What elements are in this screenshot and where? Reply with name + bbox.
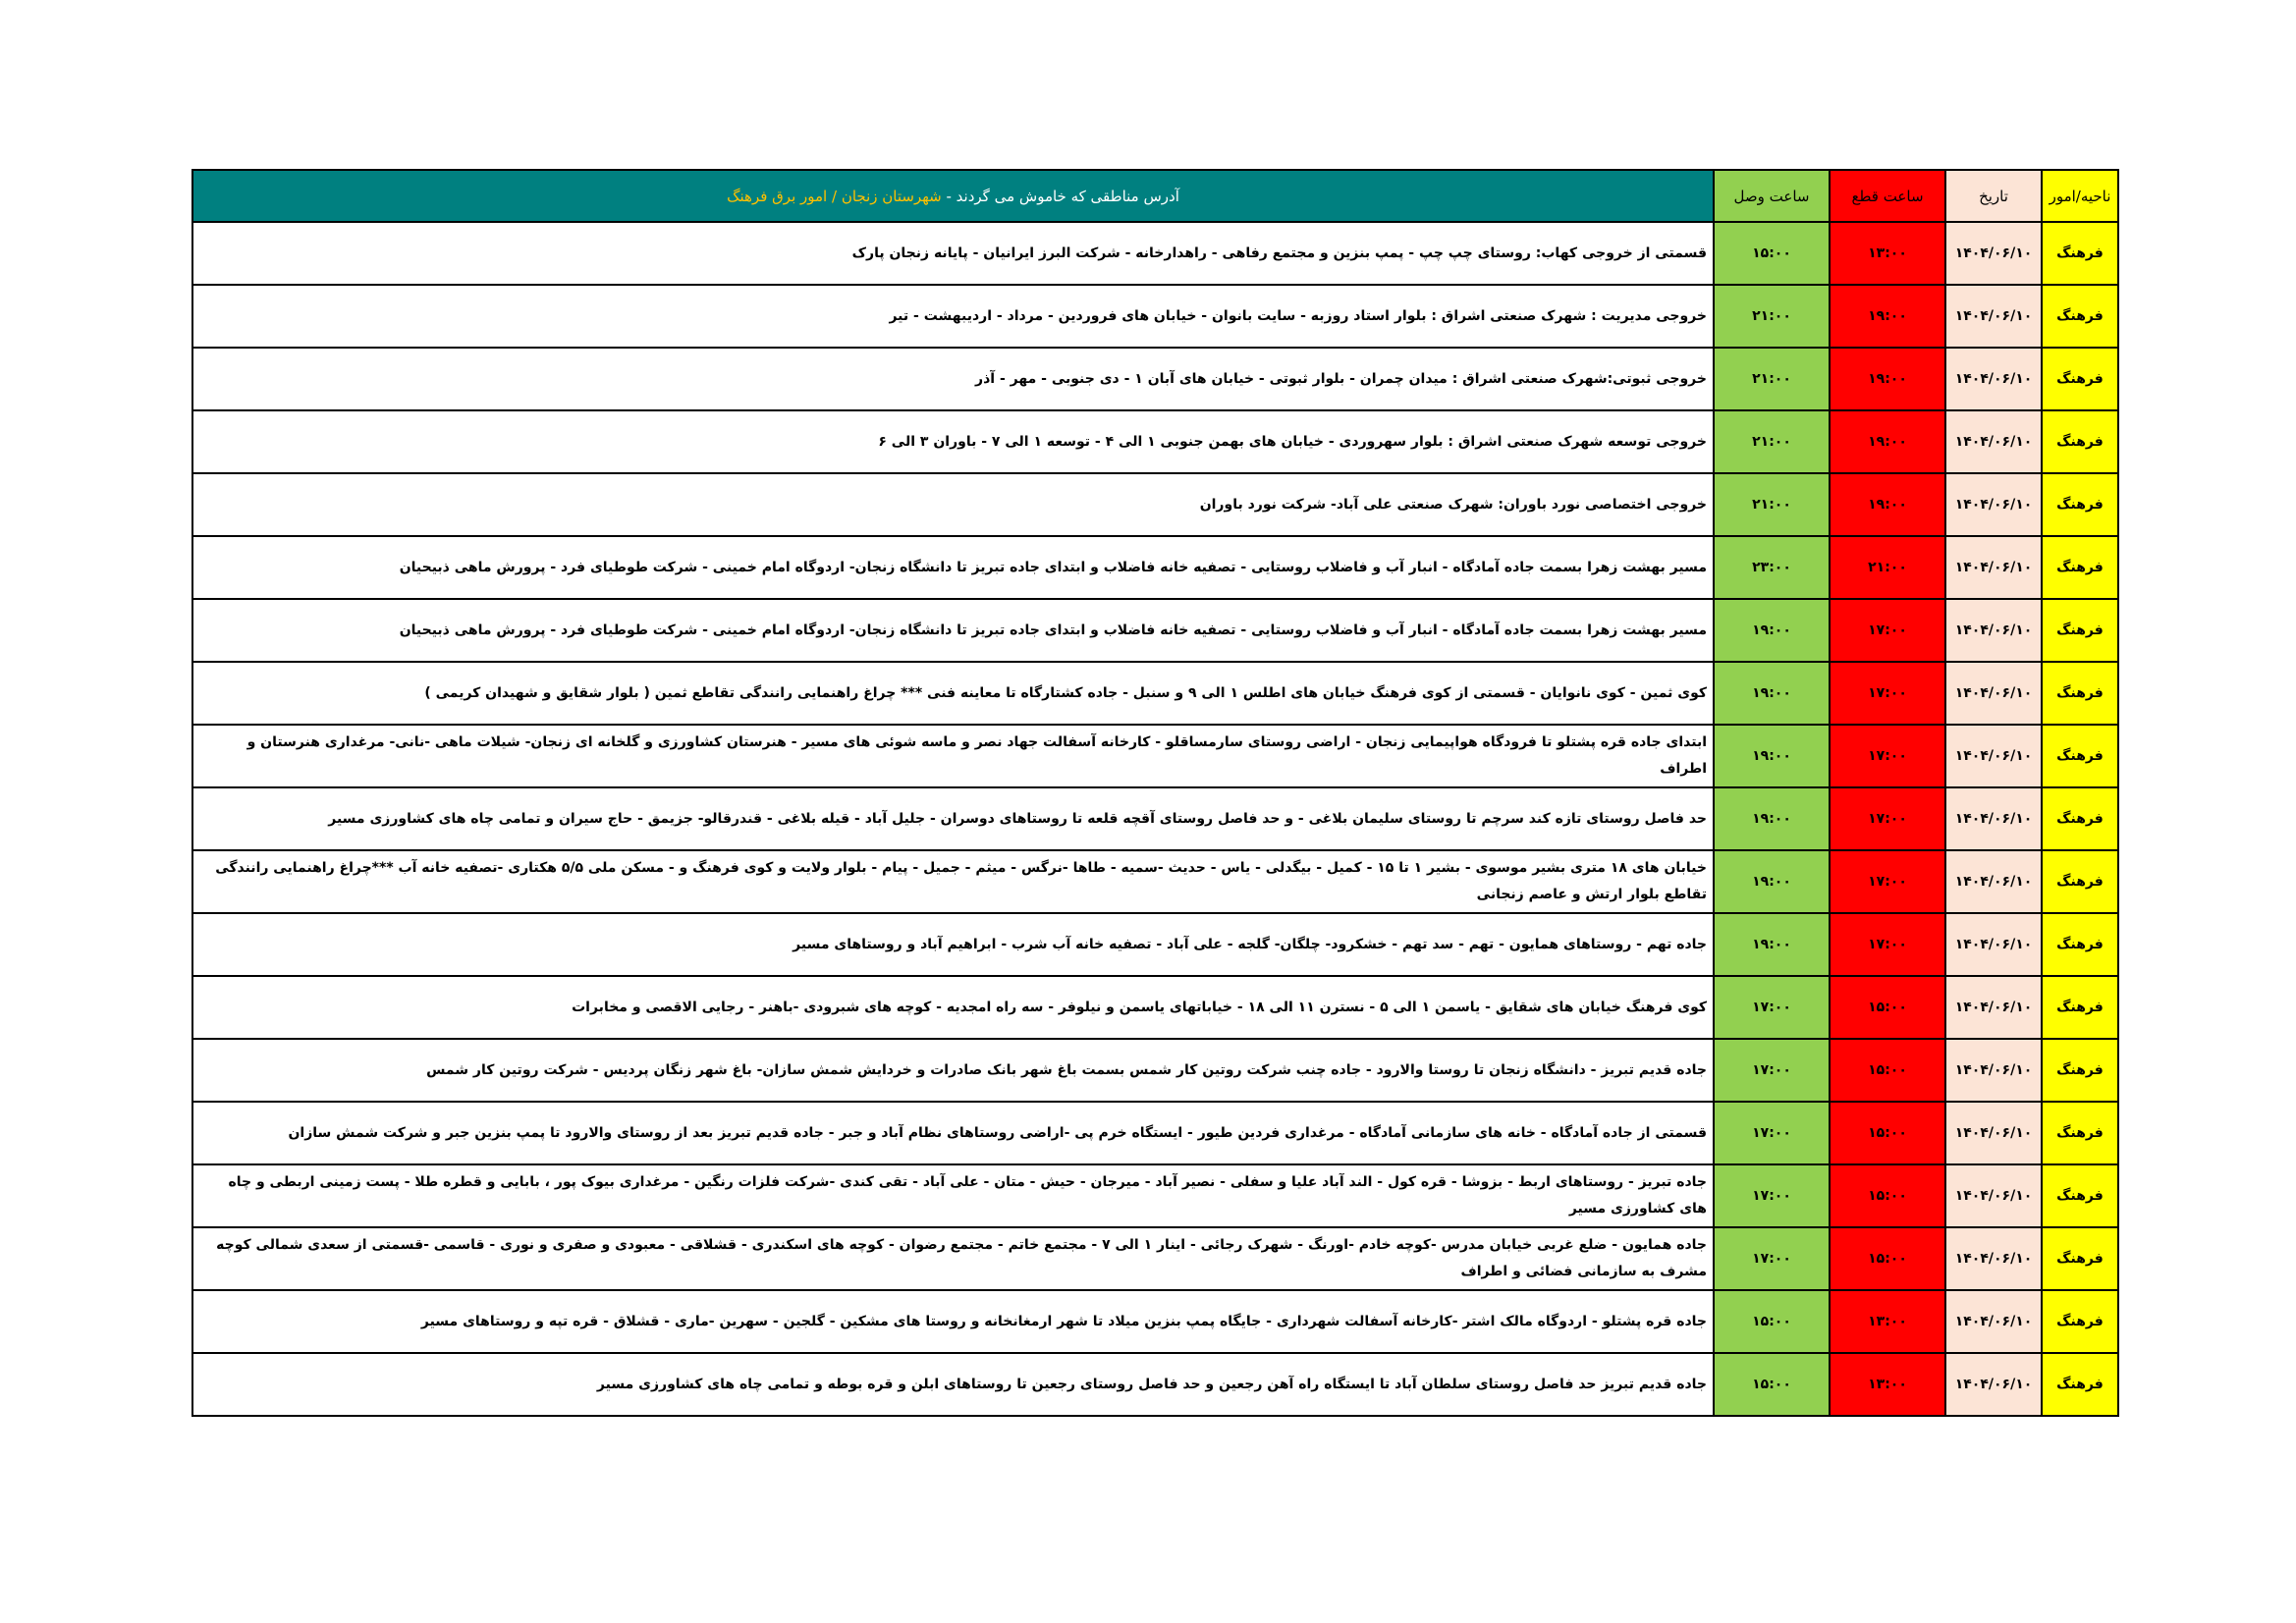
cell-cut-time: ۱۵:۰۰ [1830, 976, 1945, 1039]
cell-region: فرهنگ [2042, 787, 2118, 850]
table-row [192, 473, 2118, 536]
title-main: آدرس مناطقی که خاموش می گردند [956, 187, 1179, 205]
cell-date: ۱۴۰۴/۰۶/۱۰ [1945, 536, 2042, 599]
cell-address: خروجی اختصاصی نورد باوران: شهرک صنعتی علی آباد- شرکت نورد باوران [192, 473, 1714, 536]
cell-connect-time: ۱۷:۰۰ [1714, 976, 1830, 1039]
cell-region: فرهنگ [2042, 976, 2118, 1039]
table-row [192, 725, 2118, 787]
cell-date: ۱۴۰۴/۰۶/۱۰ [1945, 725, 2042, 787]
table-row [192, 850, 2118, 913]
table-row [192, 1102, 2118, 1164]
cell-cut-time: ۱۹:۰۰ [1830, 473, 1945, 536]
table-row [192, 410, 2118, 473]
table-row [192, 1353, 2118, 1416]
table-row [192, 1290, 2118, 1353]
cell-date: ۱۴۰۴/۰۶/۱۰ [1945, 1353, 2042, 1416]
header-date: تاریخ [1945, 170, 2042, 222]
cell-address: جاده قدیم تبریز حد فاصل روستای سلطان آباد تا ایستگاه راه آهن رجعین و حد فاصل روستای رجعین تا روستاهای ابلن و قره بوطه و تمامی چاه های کشاورزی مسیر [192, 1353, 1714, 1416]
cell-connect-time: ۱۹:۰۰ [1714, 850, 1830, 913]
table-row [192, 536, 2118, 599]
cell-region: فرهنگ [2042, 1353, 2118, 1416]
cell-cut-time: ۱۷:۰۰ [1830, 662, 1945, 725]
cell-date: ۱۴۰۴/۰۶/۱۰ [1945, 976, 2042, 1039]
cell-connect-time: ۱۹:۰۰ [1714, 725, 1830, 787]
cell-address: حد فاصل روستای تازه کند سرچم تا روستای سلیمان بلاغی - و حد فاصل روستای آقچه قلعه تا روستاهای دوسران - جلیل آباد - قیله بلاغی - قندرقالو- جزیمق - حاج سیران و تمامی چاه های کشاورزی مسیر [192, 787, 1714, 850]
cell-connect-time: ۱۹:۰۰ [1714, 662, 1830, 725]
cell-connect-time: ۱۵:۰۰ [1714, 1353, 1830, 1416]
outage-schedule-table [191, 169, 2119, 1417]
cell-address: خروجی ثبوتی:شهرک صنعتی اشراق : میدان چمران - بلوار ثبوتی - خیابان های آبان ۱ - دی جنوبی - مهر - آذر [192, 348, 1714, 410]
cell-cut-time: ۱۵:۰۰ [1830, 1102, 1945, 1164]
cell-region: فرهنگ [2042, 913, 2118, 976]
cell-address: مسیر بهشت زهرا بسمت جاده آمادگاه - انبار آب و فاضلاب روستایی - تصفیه خانه فاضلاب و ابتدای جاده تبریز تا دانشگاه زنجان- اردوگاه امام خمینی - شرکت طوطیای فرد - پرورش ماهی ذبیحیان [192, 536, 1714, 599]
cell-address: جاده تبریز - روستاهای اربط - بزوشا - قره کول - الند آباد علیا و سفلی - نصیر آباد - میرجان - حیش - متان - علی آباد - تقی کندی -شرکت فلزات رنگین - مرغداری بیوک پور ، بابایی و قطره طلا - پست زمینی اربطی و چاه های کشاورزی مسیر [192, 1164, 1714, 1227]
cell-connect-time: ۲۱:۰۰ [1714, 410, 1830, 473]
cell-cut-time: ۲۱:۰۰ [1830, 536, 1945, 599]
cell-connect-time: ۱۵:۰۰ [1714, 222, 1830, 285]
cell-cut-time: ۱۹:۰۰ [1830, 348, 1945, 410]
cell-region: فرهنگ [2042, 1164, 2118, 1227]
cell-cut-time: ۱۳:۰۰ [1830, 222, 1945, 285]
title-separator: - [941, 187, 957, 205]
cell-date: ۱۴۰۴/۰۶/۱۰ [1945, 850, 2042, 913]
cell-date: ۱۴۰۴/۰۶/۱۰ [1945, 1290, 2042, 1353]
cell-connect-time: ۱۹:۰۰ [1714, 787, 1830, 850]
title-area: شهرستان زنجان / امور برق فرهنگ [727, 187, 942, 205]
table-row [192, 913, 2118, 976]
cell-cut-time: ۱۵:۰۰ [1830, 1039, 1945, 1102]
cell-date: ۱۴۰۴/۰۶/۱۰ [1945, 348, 2042, 410]
cell-address: خروجی مدیریت : شهرک صنعتی اشراق : بلوار استاد روزبه - سایت بانوان - خیابان های فروردین - مرداد - اردیبهشت - تیر [192, 285, 1714, 348]
cell-address: جاده همایون - ضلع غربی خیابان مدرس -کوچه خادم -اورنگ - شهرک رجائی - اینار ۱ الی ۷ - مجتمع خاتم - مجتمع رضوان - کوچه های اسکندری - قشلاقی - معبودی و صفری و نوری - قاسمی -قسمتی از سعدی شمالی کوچه مشرف به سازمانی فضائی و اطراف [192, 1227, 1714, 1290]
cell-date: ۱۴۰۴/۰۶/۱۰ [1945, 1227, 2042, 1290]
table-row [192, 1039, 2118, 1102]
table-row [192, 1227, 2118, 1290]
cell-date: ۱۴۰۴/۰۶/۱۰ [1945, 285, 2042, 348]
cell-address: ابتدای جاده قره پشتلو تا فرودگاه هواپیمایی زنجان - اراضی روستای سارمساقلو - کارخانه آسفالت جهاد نصر و ماسه شوئی های مسیر - هنرستان کشاورزی و گلخانه ای زنجان- شیلات ماهی -نانی- مرغداری هنرستان و اطراف [192, 725, 1714, 787]
table-row [192, 787, 2118, 850]
cell-cut-time: ۱۹:۰۰ [1830, 410, 1945, 473]
cell-address: جاده تهم - روستاهای همایون - تهم - سد تهم - خشکرود- چلگان- گلجه - علی آباد - تصفیه خانه آب شرب - ابراهیم آباد و روستاهای مسیر [192, 913, 1714, 976]
cell-date: ۱۴۰۴/۰۶/۱۰ [1945, 1039, 2042, 1102]
cell-region: فرهنگ [2042, 348, 2118, 410]
cell-address: خروجی توسعه شهرک صنعتی اشراق : بلوار سهروردی - خیابان های بهمن جنوبی ۱ الی ۴ - توسعه ۱ الی ۷ - باوران ۳ الی ۶ [192, 410, 1714, 473]
cell-address: مسیر بهشت زهرا بسمت جاده آمادگاه - انبار آب و فاضلاب روستایی - تصفیه خانه فاضلاب و ابتدای جاده تبریز تا دانشگاه زنجان- اردوگاه امام خمینی - شرکت طوطیای فرد - پرورش ماهی ذبیحیان [192, 599, 1714, 662]
cell-address: قسمتی از جاده آمادگاه - خانه های سازمانی آمادگاه - مرغداری فردین طیور - ایستگاه خرم پی -اراضی روستاهای نظام آباد و جبر - جاده قدیم تبریز بعد از روستای والارود تا پمپ بنزین جبر و شرکت شمش سازان [192, 1102, 1714, 1164]
cell-address: کوی فرهنگ خیابان های شقایق - یاسمن ۱ الی ۵ - نسترن ۱۱ الی ۱۸ - خیاباتهای یاسمن و نیلوفر - سه راه امجدیه - کوچه های شبرودی -باهنر - رجایی الاقصی و مخابرات [192, 976, 1714, 1039]
table-row [192, 348, 2118, 410]
cell-region: فرهنگ [2042, 662, 2118, 725]
cell-region: فرهنگ [2042, 536, 2118, 599]
cell-connect-time: ۲۱:۰۰ [1714, 285, 1830, 348]
cell-connect-time: ۱۷:۰۰ [1714, 1164, 1830, 1227]
table-row [192, 222, 2118, 285]
cell-region: فرهنگ [2042, 1039, 2118, 1102]
cell-cut-time: ۱۷:۰۰ [1830, 913, 1945, 976]
cell-date: ۱۴۰۴/۰۶/۱۰ [1945, 1164, 2042, 1227]
table-row [192, 662, 2118, 725]
header-connect-time: ساعت وصل [1714, 170, 1830, 222]
cell-connect-time: ۱۹:۰۰ [1714, 599, 1830, 662]
header-title [192, 170, 1714, 222]
cell-connect-time: ۱۷:۰۰ [1714, 1227, 1830, 1290]
cell-cut-time: ۱۷:۰۰ [1830, 599, 1945, 662]
cell-address: کوی ثمین - کوی نانوایان - قسمتی از کوی فرهنگ خیابان های اطلس ۱ الی ۹ و سنبل - جاده کشتارگاه تا معاینه فنی *** چراغ راهنمایی رانندگی تقاطع ثمین ( بلوار شقایق و شهیدان کریمی ) [192, 662, 1714, 725]
cell-region: فرهنگ [2042, 599, 2118, 662]
table-header-row [192, 170, 2118, 222]
table-row [192, 599, 2118, 662]
cell-connect-time: ۲۱:۰۰ [1714, 473, 1830, 536]
cell-address: قسمتی از خروجی کهاب: روستای چپ چپ - پمپ بنزین و مجتمع رفاهی - راهدارخانه - شرکت البرز ایرانیان - پایانه زنجان پارک [192, 222, 1714, 285]
cell-region: فرهنگ [2042, 1290, 2118, 1353]
table-row [192, 285, 2118, 348]
cell-address: جاده قره پشتلو - اردوگاه مالک اشتر -کارخانه آسفالت شهرداری - جایگاه پمپ بنزین میلاد تا شهر ارمغانخانه و روستا های مشکین - گلجین - سهرین -ماری - قشلاق - قره تپه و روستاهای مسیر [192, 1290, 1714, 1353]
table-row [192, 976, 2118, 1039]
cell-date: ۱۴۰۴/۰۶/۱۰ [1945, 1102, 2042, 1164]
cell-address: خیابان های ۱۸ متری بشیر موسوی - بشیر ۱ تا ۱۵ - کمیل - بیگدلی - یاس - حدیث -سمیه - طاها -نرگس - میثم - جمیل - پیام - بلوار ولایت و کوی فرهنگ و - مسکن ملی ۵/۵ هکتاری -تصفیه خانه آب ***چراغ راهنمایی رانندگی تقاطع بلوار ارتش و عاصم زنجانی [192, 850, 1714, 913]
cell-cut-time: ۱۵:۰۰ [1830, 1164, 1945, 1227]
cell-cut-time: ۱۷:۰۰ [1830, 850, 1945, 913]
cell-cut-time: ۱۷:۰۰ [1830, 725, 1945, 787]
cell-cut-time: ۱۵:۰۰ [1830, 1227, 1945, 1290]
cell-date: ۱۴۰۴/۰۶/۱۰ [1945, 222, 2042, 285]
cell-region: فرهنگ [2042, 850, 2118, 913]
cell-connect-time: ۱۵:۰۰ [1714, 1290, 1830, 1353]
cell-date: ۱۴۰۴/۰۶/۱۰ [1945, 599, 2042, 662]
cell-date: ۱۴۰۴/۰۶/۱۰ [1945, 787, 2042, 850]
cell-connect-time: ۱۷:۰۰ [1714, 1102, 1830, 1164]
cell-cut-time: ۱۷:۰۰ [1830, 787, 1945, 850]
cell-region: فرهنگ [2042, 1102, 2118, 1164]
cell-connect-time: ۲۱:۰۰ [1714, 348, 1830, 410]
table-row [192, 1164, 2118, 1227]
cell-region: فرهنگ [2042, 410, 2118, 473]
cell-region: فرهنگ [2042, 725, 2118, 787]
cell-region: فرهنگ [2042, 222, 2118, 285]
cell-cut-time: ۱۳:۰۰ [1830, 1353, 1945, 1416]
cell-connect-time: ۲۳:۰۰ [1714, 536, 1830, 599]
cell-address: جاده قدیم تبریز - دانشگاه زنجان تا روستا والارود - جاده چنب شرکت روتین کار شمس بسمت باغ شهر بانک صادرات و خردایش شمش سازان- باغ شهر زنگان پردیس - شرکت روتین کار شمس [192, 1039, 1714, 1102]
cell-cut-time: ۱۳:۰۰ [1830, 1290, 1945, 1353]
cell-region: فرهنگ [2042, 1227, 2118, 1290]
cell-connect-time: ۱۷:۰۰ [1714, 1039, 1830, 1102]
table-body [192, 222, 2118, 1416]
cell-date: ۱۴۰۴/۰۶/۱۰ [1945, 913, 2042, 976]
cell-date: ۱۴۰۴/۰۶/۱۰ [1945, 473, 2042, 536]
cell-cut-time: ۱۹:۰۰ [1830, 285, 1945, 348]
cell-connect-time: ۱۹:۰۰ [1714, 913, 1830, 976]
header-cut-time: ساعت قطع [1830, 170, 1945, 222]
cell-date: ۱۴۰۴/۰۶/۱۰ [1945, 410, 2042, 473]
cell-date: ۱۴۰۴/۰۶/۱۰ [1945, 662, 2042, 725]
cell-region: فرهنگ [2042, 473, 2118, 536]
header-region: ناحیه/امور [2042, 170, 2118, 222]
cell-region: فرهنگ [2042, 285, 2118, 348]
